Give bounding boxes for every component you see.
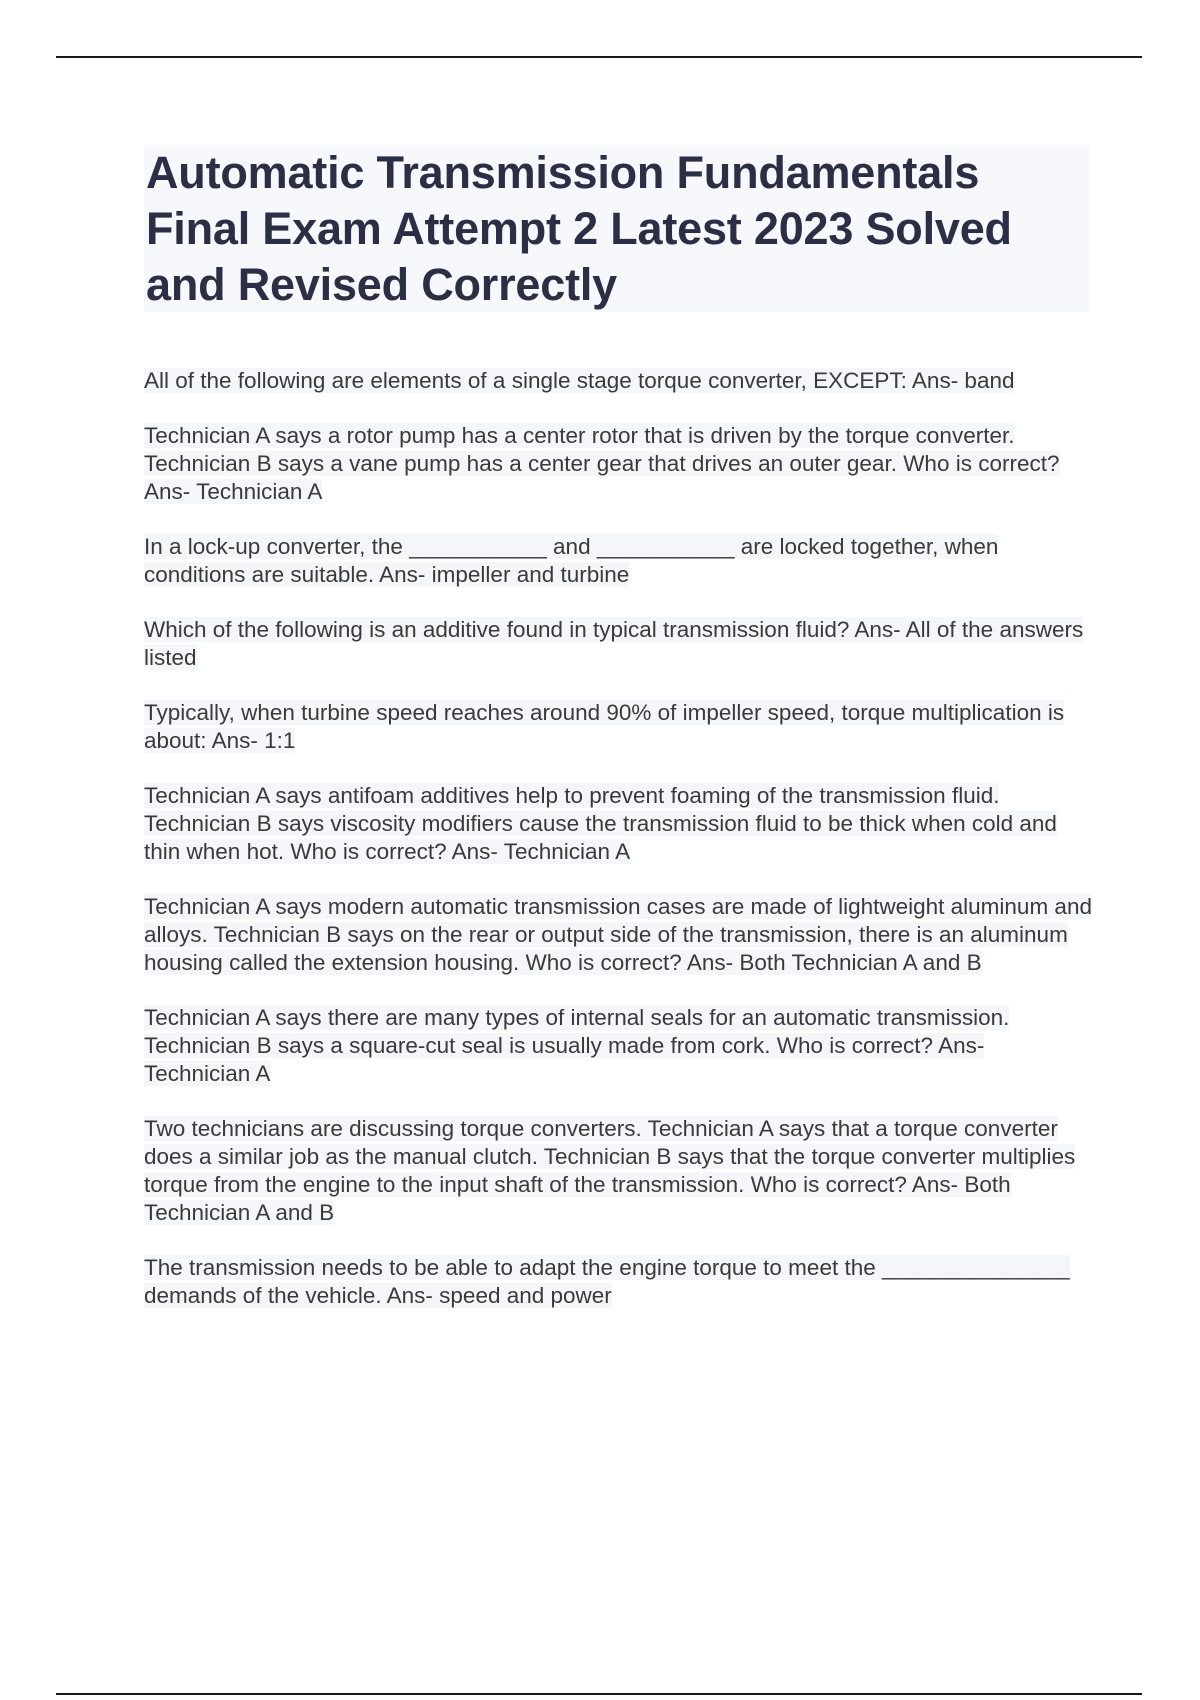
qa-text: Technician A says modern automatic transmission cases are made of lightweight aluminum and alloys. Technician B says on the rear or output side of the transmission, there is an aluminum housing called the extension housing. Who is correct? Ans- Both Technician A and B [144,894,1092,975]
top-rule [56,56,1142,58]
qa-text: Two technicians are discussing torque converters. Technician A says that a torque converter does a similar job as the manual clutch. Technician B says that the torque converter multiplies torque from the engine to the input shaft of the transmission. Who is correct? Ans- Both Technician A and B [144,1116,1076,1225]
title-block [144,145,1089,312]
qa-item [144,893,1094,977]
qa-text: Which of the following is an additive found in typical transmission fluid? Ans- All of the answers listed [144,617,1084,670]
qa-text: Technician A says there are many types of internal seals for an automatic transmission. Technician B says a square-cut seal is usually made from cork. Who is correct? Ans- Technician A [144,1005,1010,1086]
qa-text: In a lock-up converter, the ___________ and ___________ are locked together, when conditions are suitable. Ans- impeller and turbine [144,534,999,587]
qa-list [144,367,1094,1337]
bottom-rule [56,1693,1142,1695]
qa-item [144,1004,1094,1088]
qa-text: Technician A says a rotor pump has a center rotor that is driven by the torque converter. Technician B says a vane pump has a center gear that drives an outer gear. Who is correct? Ans- Technician A [144,423,1060,504]
qa-text: Technician A says antifoam additives help to prevent foaming of the transmission fluid. Technician B says viscosity modifiers cause the transmission fluid to be thick when cold and thin when hot. Who is correct? Ans- Technician A [144,783,1057,864]
qa-item [144,782,1094,866]
qa-item [144,533,1094,589]
qa-text: The transmission needs to be able to adapt the engine torque to meet the _______________ demands of the vehicle. Ans- speed and power [144,1255,1070,1308]
qa-item [144,1115,1094,1227]
qa-item [144,367,1094,395]
document-title: Automatic Transmission Fundamentals Final Exam Attempt 2 Latest 2023 Solved and Revised Correctly [146,147,1012,310]
qa-item [144,1254,1094,1310]
qa-item [144,699,1094,755]
qa-text: All of the following are elements of a single stage torque converter, EXCEPT: Ans- band [144,368,1015,393]
qa-item [144,422,1094,506]
qa-text: Typically, when turbine speed reaches around 90% of impeller speed, torque multiplication is about: Ans- 1:1 [144,700,1065,753]
qa-item [144,616,1094,672]
